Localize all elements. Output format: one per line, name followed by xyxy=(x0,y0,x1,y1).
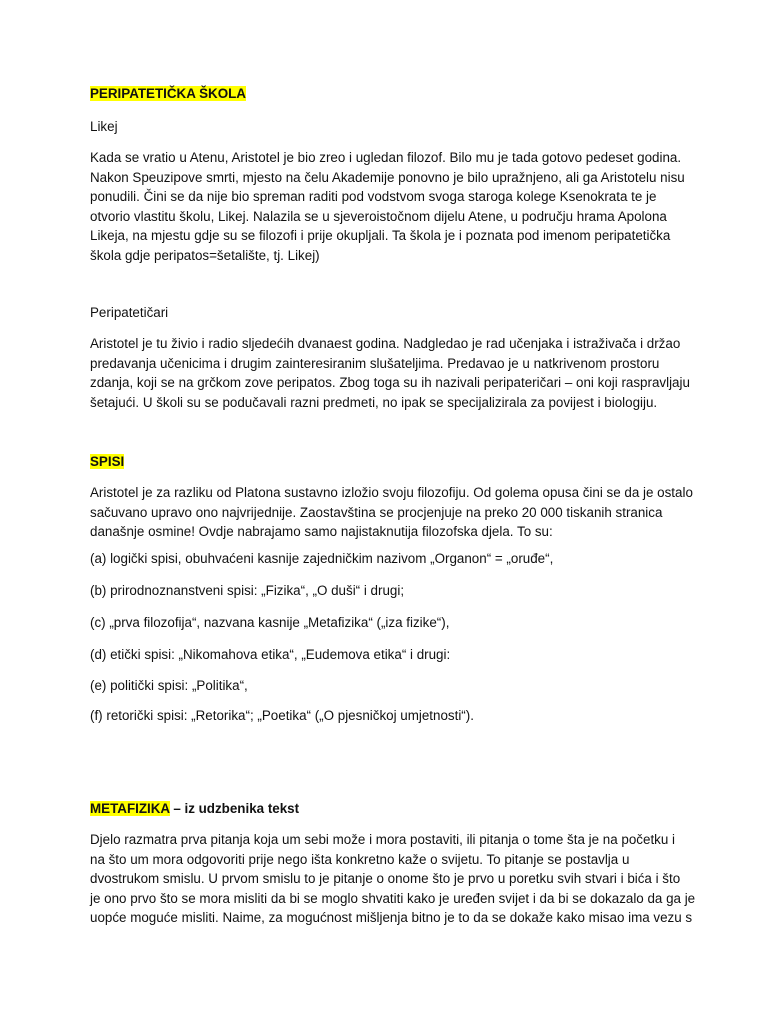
paragraph-line: uopće moguće misliti. Naime, za mogućnost mišljenja bitno je to da se dokaže kako misao ima vezu s xyxy=(90,910,693,925)
list-item: (f) retorički spisi: „Retorika“; „Poetika“ („O pjesničkoj umjetnosti“). xyxy=(90,708,474,723)
paragraph-line: Djelo razmatra prva pitanja koja um sebi može i mora postaviti, ili pitanja o tome šta je na početku i xyxy=(90,832,675,847)
paragraph-line: Aristotel je tu živio i radio sljedećih dvanaest godina. Nadgledao je rad učenjaka i istraživača i držao xyxy=(90,336,681,351)
highlighted-heading: PERIPATETIČKA ŠKOLA xyxy=(90,86,246,101)
heading-suffix: – iz udzbenika tekst xyxy=(169,801,300,816)
paragraph-line: zdanja, koji se na grčkom zove peripatos. Zbog toga su ih nazivali peripateričari – oni koji raspravljaju xyxy=(90,375,690,390)
list-item: (d) etički spisi: „Nikomahova etika“, „Eudemova etika“ i drugi: xyxy=(90,647,451,662)
paragraph-metafizika xyxy=(90,830,696,928)
paragraph-line: ponudili. Čini se da nije bio spreman raditi pod vodstvom svoga staroga kolege Ksenokrata te je xyxy=(90,189,657,204)
paragraph-line: na što um mora odgovoriti prije nego išta konkretno kaže o svijetu. To pitanje se postavlja u xyxy=(90,851,630,867)
paragraph-line: Likeja, na mjestu gdje su se filozofi i prije okupljali. Ta škola je i poznata pod imenom peripatetička xyxy=(90,228,671,243)
paragraph-peripateticari xyxy=(90,334,690,412)
paragraph-line: Kada se vratio u Atenu, Aristotel je bio zreo i ugledan filozof. Bilo mu je tada gotovo pedeset godina. xyxy=(90,150,682,165)
subheading-peripateticari: Peripatetičari xyxy=(90,305,169,320)
list-item: (e) politički spisi: „Politika“, xyxy=(90,678,248,693)
paragraph-line: predavanja učenicima i drugim zainteresiranim slušateljima. Predavao je u natkrivenom prostoru xyxy=(90,355,660,371)
paragraph-line: Aristotel je za razliku od Platona sustavno izložio svoju filozofiju. Od golema opusa čini se da je ostalo xyxy=(90,485,693,500)
section-heading-peripateticka xyxy=(90,84,680,104)
paragraph-line: je ono prvo što se mora misliti da bi se moglo shvatiti kako je uređen svijet i da bi se dokazalo da ga je xyxy=(90,890,696,906)
section-heading-spisi xyxy=(90,452,680,472)
paragraph-line: Nakon Speuzipove smrti, mjesto na čelu Akademije ponovno je bilo upražnjeno, ali ga Aristotelu nisu xyxy=(90,169,685,185)
paragraph-spisi xyxy=(90,483,693,542)
paragraph-line: dvostrukom smislu. U prvom smislu to je pitanje o onome što je prvo u poretku svih stvari i bića i što xyxy=(90,871,681,886)
section-heading-metafizika xyxy=(90,799,680,819)
paragraph-line: današnje osmine! Ovdje nabrajamo samo najistaknutija filozofska djela. To su: xyxy=(90,524,553,539)
paragraph-line: šetajući. U školi su se podučavali razni predmeti, no ipak se specijalizirala za povijest i biologiju. xyxy=(90,394,658,410)
list-item: (b) prirodnoznanstveni spisi: „Fizika“, „O duši“ i drugi; xyxy=(90,583,405,598)
list-item: (a) logički spisi, obuhvaćeni kasnije zajedničkim nazivom „Organon“ = „oruđe“, xyxy=(90,551,554,566)
highlighted-heading: SPISI xyxy=(90,454,125,469)
paragraph-line: otvorio vlastitu školu, Likej. Nalazila se u sjeveroistočnom dijelu Atene, u području hrama Apolona xyxy=(90,208,667,224)
list-item: (c) „prva filozofija“, nazvana kasnije „Metafizika“ („iza fizike“), xyxy=(90,615,450,630)
paragraph-peripateticka xyxy=(90,148,685,265)
subheading-likej: Likej xyxy=(90,119,118,134)
highlighted-heading: METAFIZIKA xyxy=(90,801,170,816)
paragraph-line: sačuvano upravo ono najvrijednije. Zaostavština se procjenjuje na preko 20 000 tiskanih stranica xyxy=(90,504,663,520)
paragraph-line: škola gdje peripatos=šetalište, tj. Likej) xyxy=(90,247,320,263)
